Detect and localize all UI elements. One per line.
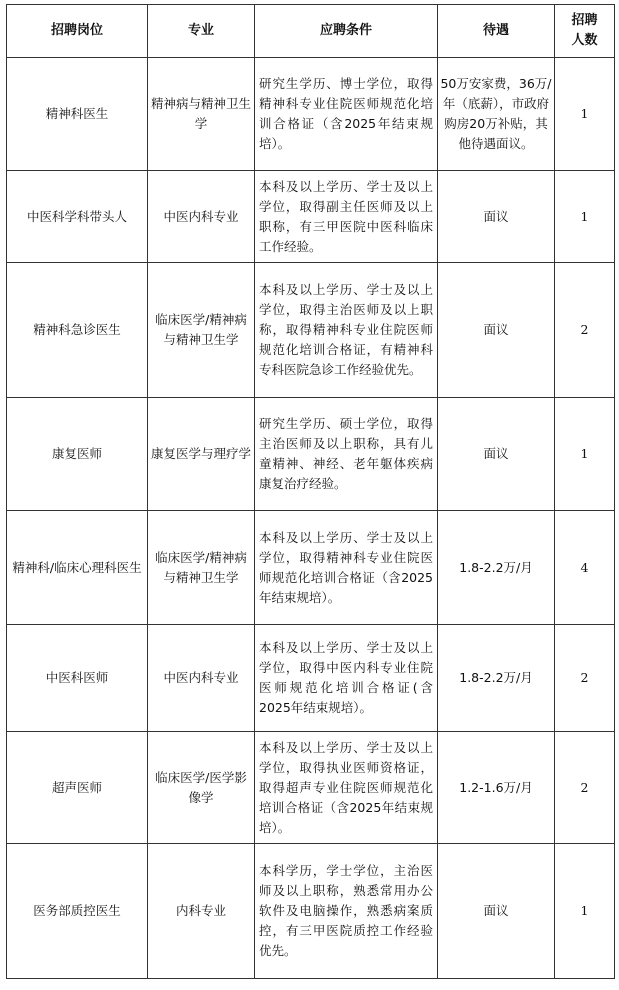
cell-major: 临床医学/精神病与精神卫生学 bbox=[148, 263, 255, 398]
table-row bbox=[7, 511, 615, 625]
cell-count: 2 bbox=[555, 732, 615, 844]
cell-salary: 面议 bbox=[438, 844, 555, 979]
cell-position: 中医科医师 bbox=[7, 625, 148, 732]
recruitment-table-container bbox=[6, 4, 615, 979]
header-row bbox=[7, 5, 615, 58]
header-salary: 待遇 bbox=[438, 5, 555, 58]
header-position: 招聘岗位 bbox=[7, 5, 148, 58]
table-row bbox=[7, 58, 615, 171]
header-conditions: 应聘条件 bbox=[255, 5, 438, 58]
cell-position: 精神科急诊医生 bbox=[7, 263, 148, 398]
cell-position: 医务部质控医生 bbox=[7, 844, 148, 979]
cell-salary: 1.2-1.6万/月 bbox=[438, 732, 555, 844]
table-row bbox=[7, 171, 615, 263]
table-row bbox=[7, 844, 615, 979]
recruitment-table bbox=[6, 4, 615, 979]
cell-major: 临床医学/医学影像学 bbox=[148, 732, 255, 844]
cell-count: 1 bbox=[555, 844, 615, 979]
cell-conditions: 研究生学历、硕士学位，取得主治医师及以上职称，具有儿童精神、神经、老年躯体疾病康复治疗经验。 bbox=[255, 398, 438, 511]
cell-conditions: 本科学历，学士学位，主治医师及以上职称，熟悉常用办公软件及电脑操作，熟悉病案质控，有三甲医院质控工作经验优先。 bbox=[255, 844, 438, 979]
cell-count: 1 bbox=[555, 58, 615, 171]
cell-position: 精神科/临床心理科医生 bbox=[7, 511, 148, 625]
cell-position: 中医科学科带头人 bbox=[7, 171, 148, 263]
cell-salary: 面议 bbox=[438, 263, 555, 398]
header-major: 专业 bbox=[148, 5, 255, 58]
cell-conditions: 本科及以上学历、学士及以上学位，取得中医内科专业住院医师规范化培训合格证(含2025年结束规培）。 bbox=[255, 625, 438, 732]
cell-major: 中医内科专业 bbox=[148, 171, 255, 263]
cell-count: 1 bbox=[555, 171, 615, 263]
table-row bbox=[7, 732, 615, 844]
cell-major: 康复医学与理疗学 bbox=[148, 398, 255, 511]
cell-salary: 1.8-2.2万/月 bbox=[438, 625, 555, 732]
cell-salary: 1.8-2.2万/月 bbox=[438, 511, 555, 625]
cell-major: 临床医学/精神病与精神卫生学 bbox=[148, 511, 255, 625]
cell-conditions: 本科及以上学历、学士及以上学位，取得副主任医师及以上职称，有三甲医院中医科临床工作经验。 bbox=[255, 171, 438, 263]
cell-salary: 面议 bbox=[438, 398, 555, 511]
table-row bbox=[7, 625, 615, 732]
cell-count: 2 bbox=[555, 263, 615, 398]
cell-conditions: 本科及以上学历、学士及以上学位，取得主治医师及以上职称，取得精神科专业住院医师规范化培训合格证，有精神科专科医院急诊工作经验优先。 bbox=[255, 263, 438, 398]
cell-count: 1 bbox=[555, 398, 615, 511]
cell-position: 超声医师 bbox=[7, 732, 148, 844]
table-row bbox=[7, 263, 615, 398]
cell-conditions: 研究生学历、博士学位，取得精神科专业住院医师规范化培训合格证（含2025年结束规培）。 bbox=[255, 58, 438, 171]
cell-conditions: 本科及以上学历、学士及以上学位，取得执业医师资格证，取得超声专业住院医师规范化培训合格证（含2025年结束规培）。 bbox=[255, 732, 438, 844]
cell-count: 4 bbox=[555, 511, 615, 625]
header-count: 招聘人数 bbox=[555, 5, 615, 58]
table-row bbox=[7, 398, 615, 511]
cell-conditions: 本科及以上学历、学士及以上学位，取得精神科专业住院医师规范化培训合格证（含2025年结束规培）。 bbox=[255, 511, 438, 625]
cell-position: 精神科医生 bbox=[7, 58, 148, 171]
cell-salary: 50万安家费，36万/年（底薪），市政府购房20万补贴，其他待遇面议。 bbox=[438, 58, 555, 171]
cell-count: 2 bbox=[555, 625, 615, 732]
cell-salary: 面议 bbox=[438, 171, 555, 263]
cell-major: 精神病与精神卫生学 bbox=[148, 58, 255, 171]
cell-major: 内科专业 bbox=[148, 844, 255, 979]
cell-position: 康复医师 bbox=[7, 398, 148, 511]
cell-major: 中医内科专业 bbox=[148, 625, 255, 732]
